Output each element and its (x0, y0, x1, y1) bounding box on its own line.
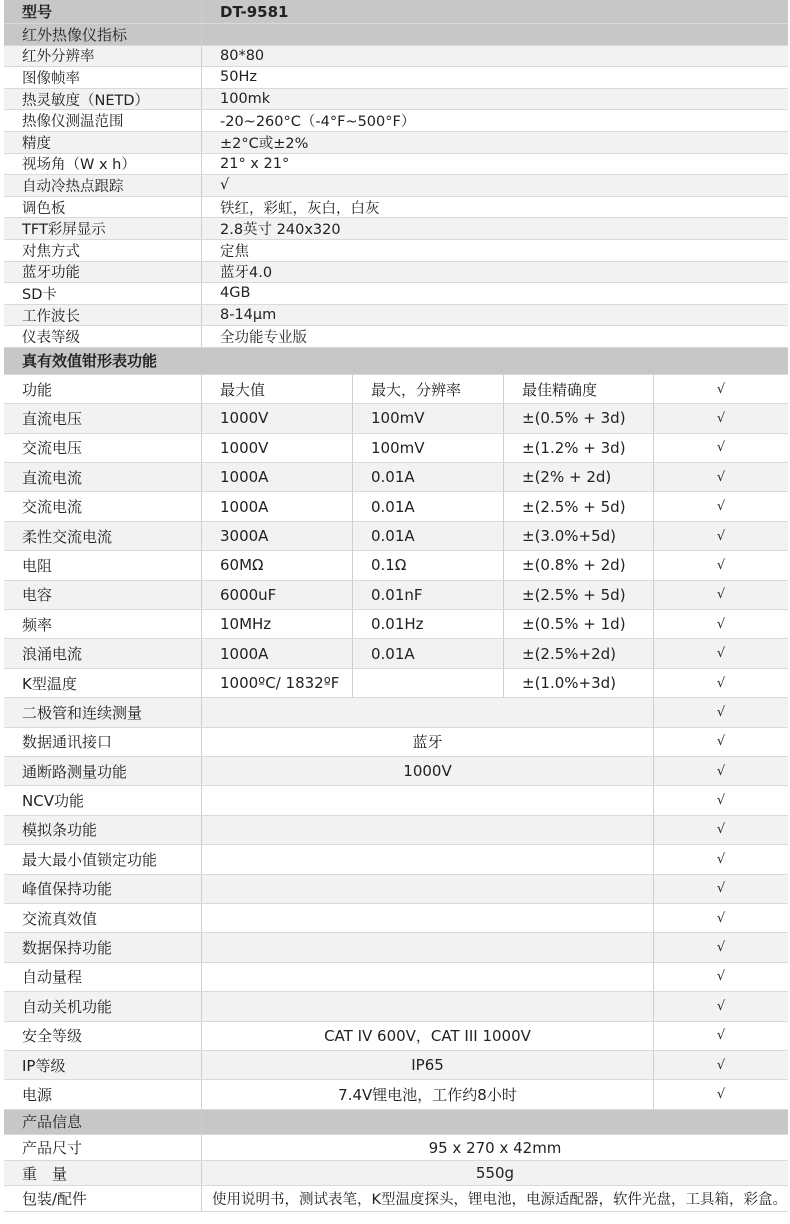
spec-sheet (4, 0, 788, 1212)
spec-label: 热像仪测温范围 (4, 110, 202, 131)
spec-row (4, 132, 788, 154)
resolution-value: 0.01A (353, 463, 504, 491)
column-header-check: √ (716, 381, 726, 397)
spec-row (4, 283, 788, 305)
multimeter-feature-row (4, 1080, 788, 1109)
resolution-value (353, 669, 504, 697)
check-mark: √ (716, 499, 726, 515)
check-mark: √ (716, 822, 726, 838)
feature-name: 最大最小值锁定功能 (4, 845, 202, 873)
resolution-value: 100mV (353, 404, 504, 432)
spec-row (4, 326, 788, 348)
spec-value: 8-14µm (220, 307, 277, 324)
column-header-max: 最大值 (202, 375, 353, 403)
check-mark: √ (716, 1028, 726, 1044)
multimeter-feature-row (4, 845, 788, 874)
feature-value: 1000V (202, 757, 654, 785)
max-value: 60MΩ (202, 551, 353, 579)
feature-value (202, 698, 654, 726)
feature-name: 通断路测量功能 (4, 757, 202, 785)
check-mark: √ (716, 469, 726, 485)
feature-value (202, 786, 654, 814)
product-label: 重 量 (4, 1161, 202, 1186)
spec-label: 工作波长 (4, 305, 202, 326)
multimeter-row (4, 522, 788, 551)
spec-value: 100mk (220, 91, 271, 108)
product-value: 550g (475, 1164, 515, 1183)
spec-row (4, 262, 788, 284)
spec-label: 热灵敏度（NETD） (4, 89, 202, 110)
product-row (4, 1186, 788, 1212)
check-mark: √ (716, 587, 726, 603)
function-name: 电容 (4, 581, 202, 609)
thermal-section-header (4, 24, 788, 46)
accuracy-value: ±(1.0%+3d) (504, 669, 654, 697)
model-value: DT-9581 (220, 2, 289, 21)
feature-name: 电源 (4, 1080, 202, 1108)
product-section-header (4, 1110, 788, 1136)
multimeter-section-title: 真有效值钳形表功能 (22, 352, 158, 371)
multimeter-row (4, 639, 788, 668)
function-name: 直流电压 (4, 404, 202, 432)
function-name: 频率 (4, 610, 202, 638)
model-row (4, 0, 788, 24)
max-value: 1000V (202, 434, 353, 462)
spec-value: 蓝牙4.0 (220, 265, 273, 282)
feature-name: 峰值保持功能 (4, 875, 202, 903)
accuracy-value: ±(3.0%+5d) (504, 522, 654, 550)
spec-label: 图像帧率 (4, 67, 202, 88)
multimeter-row (4, 581, 788, 610)
feature-name: 安全等级 (4, 1022, 202, 1050)
multimeter-feature-row (4, 963, 788, 992)
max-value: 3000A (202, 522, 353, 550)
function-name: 交流电流 (4, 492, 202, 520)
function-name: 浪涌电流 (4, 639, 202, 667)
multimeter-feature-row (4, 1051, 788, 1080)
multimeter-feature-row (4, 933, 788, 962)
check-mark: √ (716, 704, 726, 720)
multimeter-feature-row (4, 816, 788, 845)
spec-value: ±2°C或±2% (220, 135, 309, 152)
feature-value (202, 992, 654, 1020)
spec-label: TFT彩屏显示 (4, 218, 202, 239)
spec-row (4, 218, 788, 240)
spec-row (4, 197, 788, 219)
multimeter-table (4, 348, 788, 1110)
spec-label: SD卡 (4, 283, 202, 304)
product-section-title: 产品信息 (4, 1110, 202, 1135)
multimeter-section-header (4, 348, 788, 375)
multimeter-row (4, 669, 788, 698)
feature-name: NCV功能 (4, 786, 202, 814)
spec-label: 对焦方式 (4, 240, 202, 261)
resolution-value: 0.01A (353, 492, 504, 520)
multimeter-feature-row (4, 992, 788, 1021)
spec-row (4, 89, 788, 111)
product-row (4, 1135, 788, 1161)
column-header-resolution: 最大，分辨率 (353, 375, 504, 403)
spec-label: 视场角（W x h） (4, 154, 202, 175)
feature-name: IP等级 (4, 1051, 202, 1079)
check-mark: √ (716, 1057, 726, 1073)
spec-value: √ (220, 177, 230, 194)
spec-row (4, 154, 788, 176)
spec-row (4, 67, 788, 89)
check-mark: √ (716, 1086, 726, 1102)
resolution-value: 0.1Ω (353, 551, 504, 579)
check-mark: √ (716, 940, 726, 956)
spec-value: 50Hz (220, 69, 257, 86)
accuracy-value: ±(2% + 2d) (504, 463, 654, 491)
thermal-section-title: 红外热像仪指标 (4, 24, 202, 45)
spec-row (4, 110, 788, 132)
multimeter-row (4, 434, 788, 463)
resolution-value: 0.01A (353, 639, 504, 667)
spec-row (4, 46, 788, 68)
multimeter-feature-row (4, 875, 788, 904)
product-info-table (4, 1110, 788, 1212)
resolution-value: 100mV (353, 434, 504, 462)
feature-name: 自动量程 (4, 963, 202, 991)
check-mark: √ (716, 410, 726, 426)
multimeter-row (4, 551, 788, 580)
feature-name: 数据通讯接口 (4, 728, 202, 756)
resolution-value: 0.01A (353, 522, 504, 550)
feature-value: 蓝牙 (202, 728, 654, 756)
product-value: 使用说明书，测试表笔，K型温度探头，锂电池，电源适配器，软件光盘，工具箱，彩盒。 (212, 1192, 788, 1209)
check-mark: √ (716, 528, 726, 544)
spec-value: -20~260°C（-4°F~500°F） (220, 114, 416, 131)
feature-name: 二极管和连续测量 (4, 698, 202, 726)
accuracy-value: ±(1.2% + 3d) (504, 434, 654, 462)
multimeter-feature-row (4, 698, 788, 727)
multimeter-row (4, 404, 788, 433)
multimeter-feature-row (4, 728, 788, 757)
max-value: 6000uF (202, 581, 353, 609)
multimeter-feature-row (4, 786, 788, 815)
multimeter-feature-row (4, 757, 788, 786)
check-mark: √ (716, 675, 726, 691)
feature-value (202, 875, 654, 903)
spec-row (4, 175, 788, 197)
accuracy-value: ±(0.5% + 1d) (504, 610, 654, 638)
function-name: 电阻 (4, 551, 202, 579)
column-header-function: 功能 (4, 375, 202, 403)
multimeter-row (4, 492, 788, 521)
spec-value: 80*80 (220, 47, 265, 64)
feature-value (202, 845, 654, 873)
check-mark: √ (716, 881, 726, 897)
check-mark: √ (716, 851, 726, 867)
spec-value: 定焦 (220, 243, 249, 260)
spec-value: 4GB (220, 285, 251, 302)
check-mark: √ (716, 440, 726, 456)
check-mark: √ (716, 734, 726, 750)
multimeter-column-headers (4, 375, 788, 404)
check-mark: √ (716, 793, 726, 809)
model-label: 型号 (4, 0, 202, 23)
spec-row (4, 240, 788, 262)
spec-label: 蓝牙功能 (4, 262, 202, 283)
product-label: 包装/配件 (4, 1186, 202, 1211)
function-name: K型温度 (4, 669, 202, 697)
feature-name: 数据保持功能 (4, 933, 202, 961)
resolution-value: 0.01Hz (353, 610, 504, 638)
spec-value: 铁红，彩虹，灰白，白灰 (220, 200, 380, 217)
feature-name: 模拟条功能 (4, 816, 202, 844)
spec-label: 精度 (4, 132, 202, 153)
max-value: 1000A (202, 463, 353, 491)
spec-label: 红外分辨率 (4, 46, 202, 67)
check-mark: √ (716, 910, 726, 926)
product-row (4, 1161, 788, 1187)
feature-value (202, 816, 654, 844)
thermal-spec-table (4, 0, 788, 348)
max-value: 1000A (202, 639, 353, 667)
accuracy-value: ±(0.8% + 2d) (504, 551, 654, 579)
function-name: 交流电压 (4, 434, 202, 462)
check-mark: √ (716, 969, 726, 985)
spec-label: 调色板 (4, 197, 202, 218)
spec-row (4, 305, 788, 327)
column-header-accuracy: 最佳精确度 (504, 375, 654, 403)
function-name: 直流电流 (4, 463, 202, 491)
spec-label: 自动冷热点跟踪 (4, 175, 202, 196)
feature-value (202, 904, 654, 932)
check-mark: √ (716, 998, 726, 1014)
product-label: 产品尺寸 (4, 1135, 202, 1160)
check-mark: √ (716, 557, 726, 573)
accuracy-value: ±(2.5% + 5d) (504, 492, 654, 520)
multimeter-feature-row (4, 904, 788, 933)
check-mark: √ (716, 616, 726, 632)
accuracy-value: ±(2.5% + 5d) (504, 581, 654, 609)
feature-value (202, 933, 654, 961)
spec-label: 仪表等级 (4, 326, 202, 347)
multimeter-feature-row (4, 1022, 788, 1051)
multimeter-row (4, 610, 788, 639)
spec-value: 21° x 21° (220, 155, 290, 172)
accuracy-value: ±(0.5% + 3d) (504, 404, 654, 432)
feature-name: 交流真效值 (4, 904, 202, 932)
max-value: 1000V (202, 404, 353, 432)
feature-name: 自动关机功能 (4, 992, 202, 1020)
accuracy-value: ±(2.5%+2d) (504, 639, 654, 667)
resolution-value: 0.01nF (353, 581, 504, 609)
feature-value (202, 963, 654, 991)
function-name: 柔性交流电流 (4, 522, 202, 550)
feature-value: 7.4V锂电池，工作约8小时 (202, 1080, 654, 1108)
max-value: 1000A (202, 492, 353, 520)
check-mark: √ (716, 646, 726, 662)
feature-value: CAT IV 600V，CAT III 1000V (202, 1022, 654, 1050)
feature-value: IP65 (202, 1051, 654, 1079)
max-value: 10MHz (202, 610, 353, 638)
check-mark: √ (716, 763, 726, 779)
multimeter-row (4, 463, 788, 492)
product-value: 95 x 270 x 42mm (428, 1138, 562, 1157)
spec-value: 全功能专业版 (220, 330, 307, 347)
spec-value: 2.8英寸 240x320 (220, 222, 341, 239)
max-value: 1000ºC/ 1832ºF (202, 669, 353, 697)
